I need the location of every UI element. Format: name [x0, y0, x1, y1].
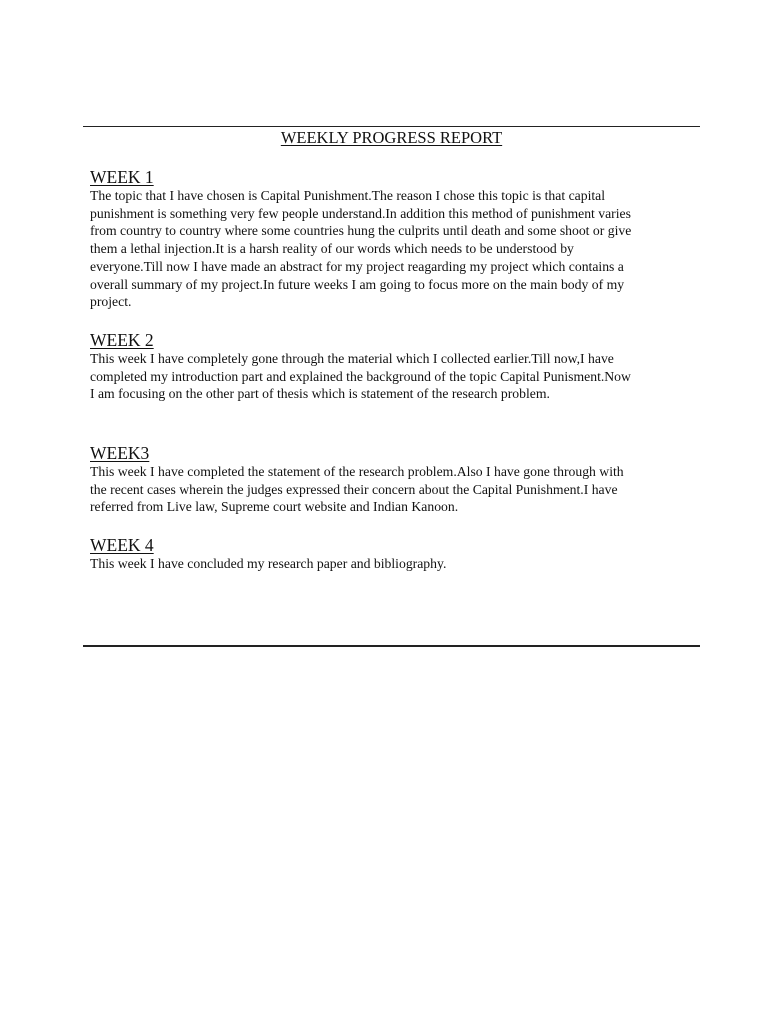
week-3-section — [90, 443, 702, 516]
week-2-section — [90, 330, 702, 403]
document-title-text: WEEKLY PROGRESS REPORT — [280, 128, 503, 147]
paragraph-line: referred from Live law, Supreme court website and Indian Kanoon. — [90, 499, 459, 515]
paragraph-line: from country to country where some countries hung the culprits until death and some shoot or give — [90, 223, 632, 239]
paragraph-line: This week I have concluded my research paper and bibliography. — [90, 556, 447, 571]
paragraph-line: everyone.Till now I have made an abstract for my project reagarding my project which contains a — [90, 258, 624, 274]
week-4-paragraph — [90, 555, 702, 573]
bottom-divider — [83, 645, 700, 647]
week-4-section — [90, 535, 702, 573]
week-2-heading: WEEK 2 — [90, 330, 154, 350]
week-3-paragraph — [90, 463, 702, 516]
week-2-paragraph — [90, 350, 702, 403]
paragraph-line: project. — [90, 294, 132, 310]
paragraph-line: I am focusing on the other part of thesis which is statement of the research problem. — [90, 386, 550, 402]
top-divider — [83, 126, 700, 127]
paragraph-line: The topic that I have chosen is Capital Punishment.The reason I chose this topic is that capital — [90, 188, 606, 203]
week-3-heading: WEEK3 — [90, 443, 150, 463]
paragraph-line: overall summary of my project.In future weeks I am going to focus more on the main body of my — [90, 276, 625, 292]
week-1-heading: WEEK 1 — [90, 167, 154, 187]
document-title — [83, 128, 700, 148]
paragraph-line: This week I have completely gone through the material which I collected earlier.Till now,I have — [90, 351, 614, 366]
week-1-paragraph — [90, 187, 702, 311]
paragraph-line: This week I have completed the statement of the research problem.Also I have gone through with — [90, 464, 624, 479]
week-1-section — [90, 167, 702, 311]
paragraph-line: the recent cases wherein the judges expressed their concern about the Capital Punishment.I have — [90, 481, 618, 497]
paragraph-line: punishment is something very few people understand.In addition this method of punishment varies — [90, 205, 631, 221]
paragraph-line: completed my introduction part and explained the background of the topic Capital Punisment.Now — [90, 368, 631, 384]
paragraph-line: them a lethal injection.It is a harsh reality of our words which needs to be understood by — [90, 241, 574, 257]
week-4-heading: WEEK 4 — [90, 535, 154, 555]
